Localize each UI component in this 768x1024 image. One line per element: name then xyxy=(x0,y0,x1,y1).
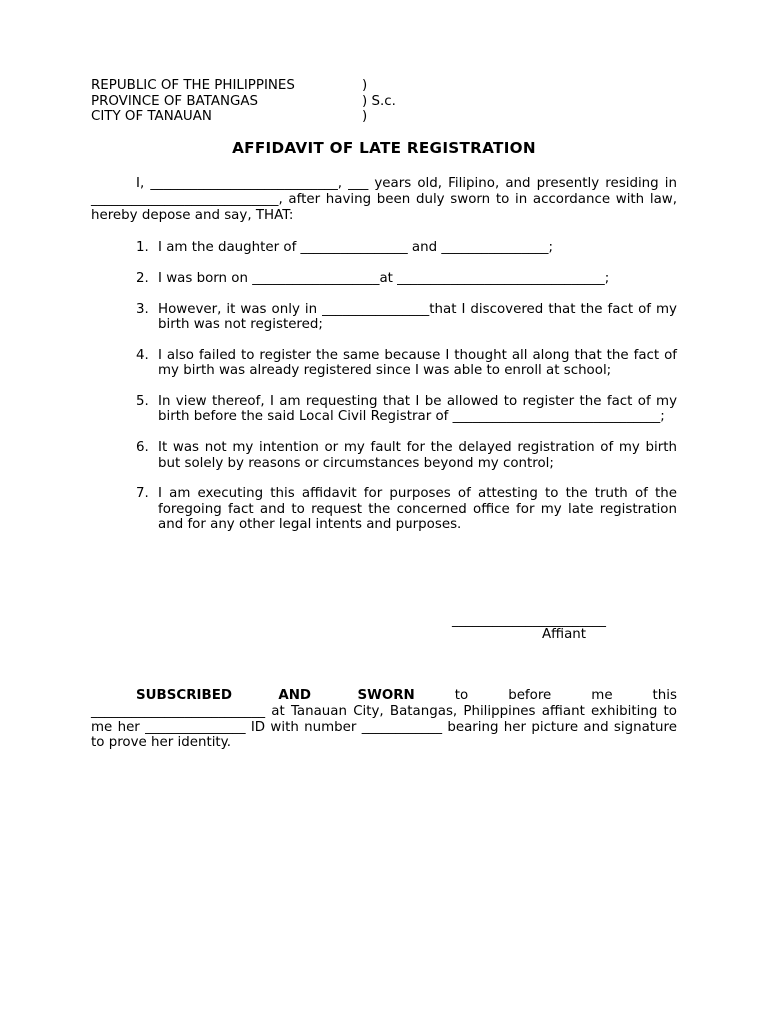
list-item xyxy=(136,394,677,425)
item-number: 2. xyxy=(136,270,149,286)
affiant-label: Affiant xyxy=(542,627,587,642)
item-number: 3. xyxy=(136,301,149,317)
item-number: 7. xyxy=(136,486,149,502)
caption-left: PROVINCE OF BATANGAS xyxy=(91,93,259,109)
caption-right: ) xyxy=(362,109,368,125)
item-text: It was not my intention or my fault for the delayed registration of my birth but solely by reasons or circumstances beyond my control; xyxy=(158,440,677,471)
caption-line-province xyxy=(91,94,396,110)
affiant-signature-line: _______________________ xyxy=(452,613,606,628)
list-item xyxy=(136,271,677,286)
jurat-heading: SUBSCRIBED AND SWORN xyxy=(136,688,415,703)
item-number: 5. xyxy=(136,394,149,409)
item-text: However, it was only in ________________that I discovered that the fact of my birth was not registered; xyxy=(158,301,677,332)
item-number: 1. xyxy=(136,240,149,255)
list-item xyxy=(136,486,677,532)
caption-left: CITY OF TANAUAN xyxy=(91,109,212,125)
list-item xyxy=(136,440,677,471)
item-number: 4. xyxy=(136,347,149,363)
item-text: I am executing this affidavit for purposes of attesting to the truth of the foregoing fact and to request the concerned office for my late registration and for any other legal intents and purposes. xyxy=(158,486,677,533)
list-item xyxy=(136,348,677,379)
item-text: I was born on ___________________at _______________________________; xyxy=(158,270,610,286)
list-item xyxy=(136,302,677,333)
statements-list xyxy=(136,240,677,548)
venue-caption xyxy=(91,78,396,125)
caption-line-city xyxy=(91,109,396,125)
intro-paragraph: I, ____________________________, ___ years old, Filipino, and presently residing in ____________________________, after having been duly sworn to in accordance with law, hereby depose and say, THAT: xyxy=(91,176,677,223)
item-text: I am the daughter of ________________ and ________________; xyxy=(158,240,554,255)
jurat-paragraph xyxy=(91,688,677,751)
item-text: In view thereof, I am requesting that I be allowed to register the fact of my birth before the said Local Civil Registrar of _______________________________; xyxy=(158,394,677,425)
item-number: 6. xyxy=(136,440,149,456)
jurat-body: __________________________ at Tanauan City, Batangas, Philippines affiant exhibiting to me her _______________ ID with number ____________ bearing her picture and signature to prove her identity. xyxy=(91,703,677,751)
caption-left: REPUBLIC OF THE PHILIPPINES xyxy=(91,78,295,93)
item-text: I also failed to register the same because I thought all along that the fact of my birth was already registered since I was able to enroll at school; xyxy=(158,347,677,379)
caption-line-republic xyxy=(91,78,396,94)
caption-right: ) S.c. xyxy=(362,93,396,109)
jurat-first-line: to before me this xyxy=(414,688,677,703)
caption-right: ) xyxy=(362,78,368,93)
document-title: AFFIDAVIT OF LATE REGISTRATION xyxy=(232,139,536,157)
list-item xyxy=(136,240,677,255)
